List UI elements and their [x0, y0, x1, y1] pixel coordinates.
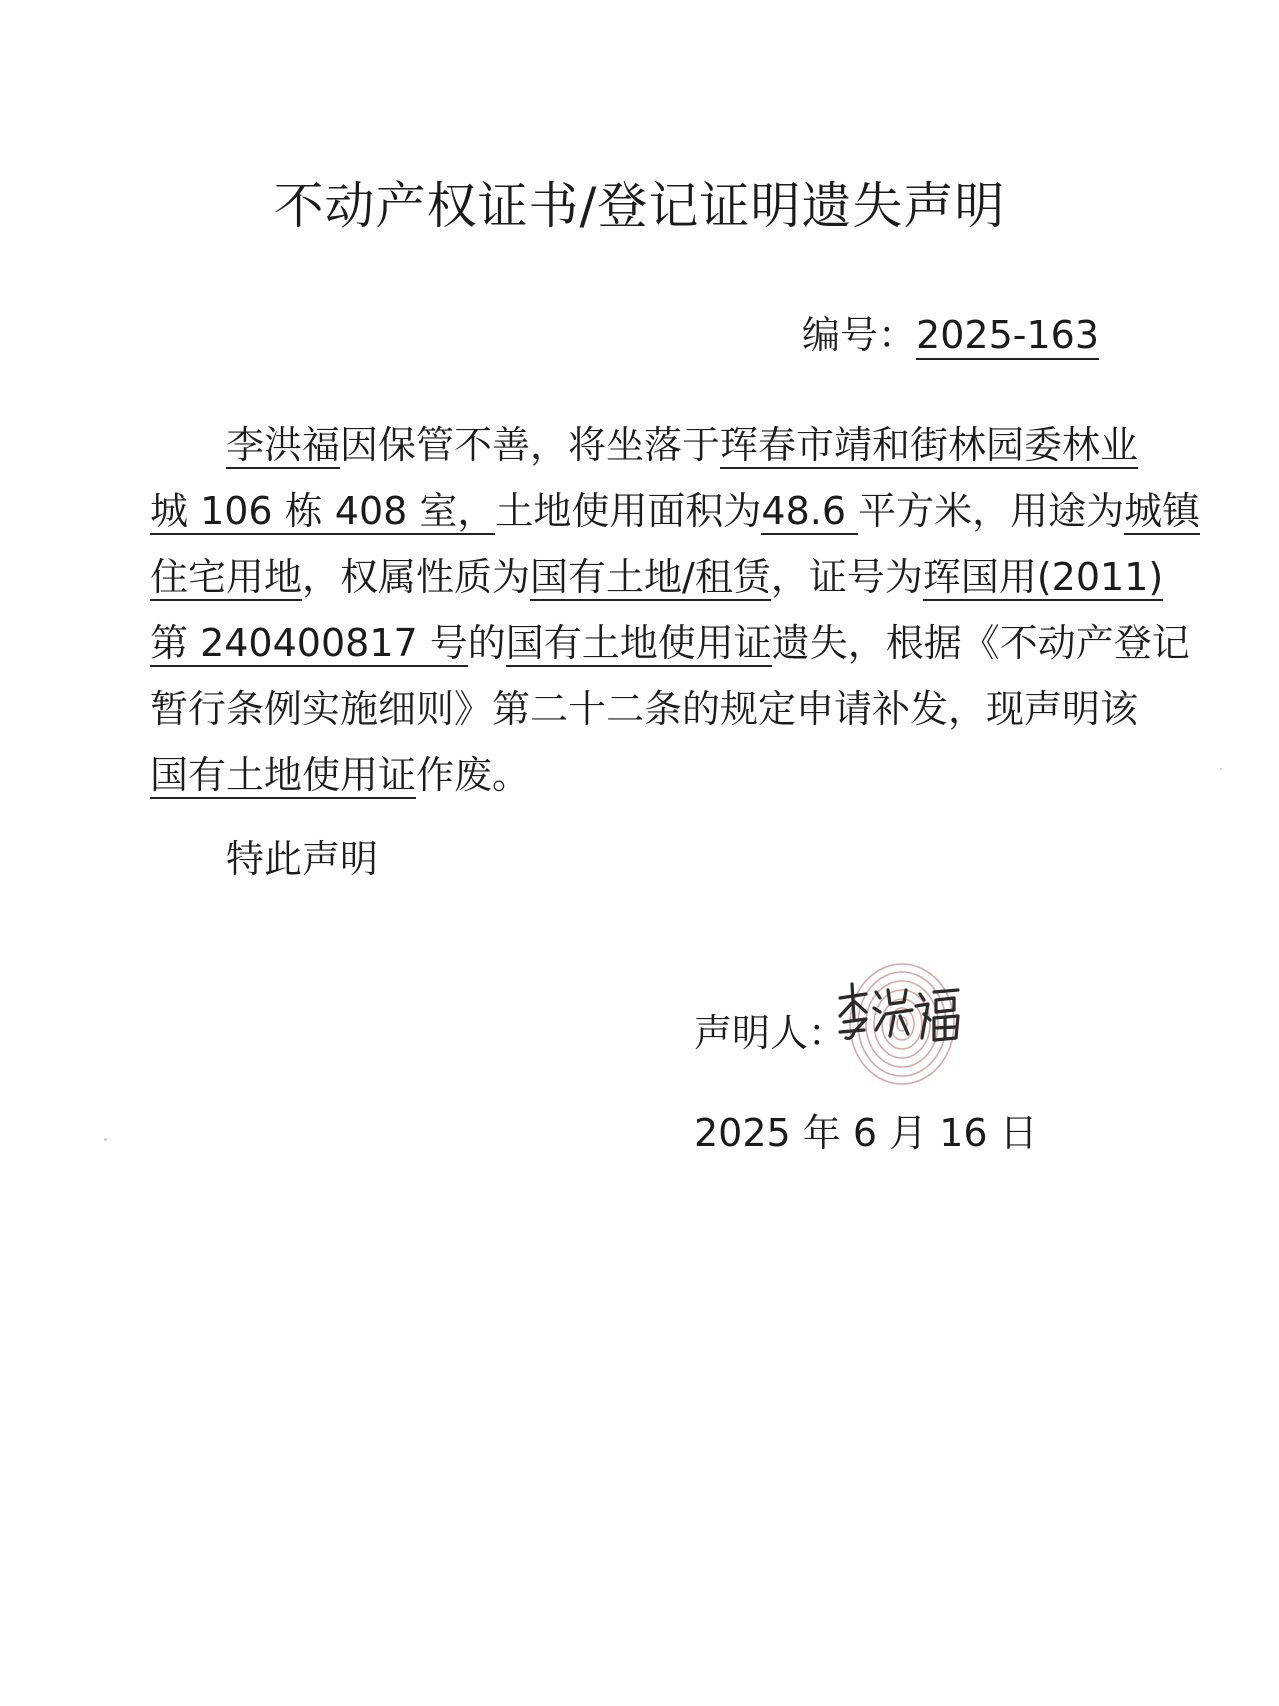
filled-field: 第 240400817 号 [150, 621, 468, 665]
scan-speck [1220, 768, 1222, 770]
scan-speck [104, 1138, 107, 1141]
serial-number: 2025-163 [916, 313, 1099, 360]
body-text-segment: 的 [467, 621, 506, 665]
body-text-segment: 作废。 [416, 753, 531, 797]
body-text-segment: 因保管不善，将坐落于 [340, 423, 721, 467]
filled-field: 李洪福 [226, 423, 341, 467]
filled-field: 国有土地使用证 [150, 753, 417, 797]
body-line [150, 478, 1201, 544]
body-text-segment: 暂行条例实施细则》第二十二条的规定申请补发，现声明该 [150, 687, 1139, 731]
declaration-body [150, 412, 1201, 808]
serial-number-row [802, 304, 1099, 359]
filled-field: 国有土地/租赁 [530, 555, 771, 599]
body-line [150, 544, 1164, 610]
filled-field: 48.6 [761, 489, 859, 533]
filled-field: 珲国用(2011) [922, 555, 1164, 599]
body-text-segment: 平方米，用途为 [858, 489, 1125, 533]
filled-field: 城镇 [1124, 489, 1201, 533]
signature-with-fingerprint [832, 958, 966, 1094]
body-line [150, 412, 1139, 478]
body-text-segment: ，权属性质为 [302, 555, 531, 599]
body-text-segment: 遗失，根据《不动产登记 [771, 621, 1190, 665]
filled-field: 珲春市靖和街林园委林业 [720, 423, 1139, 467]
body-line [150, 742, 1098, 808]
body-line [150, 676, 1139, 742]
signer-label: 声明人： [694, 1011, 847, 1055]
body-text-segment: 土地使用面积为 [495, 489, 762, 533]
filled-field: 城 106 栋 408 室， [150, 489, 496, 533]
filled-field: 国有土地使用证 [505, 621, 772, 665]
body-text-segment: ，证号为 [770, 555, 923, 599]
filled-field: 住宅用地 [150, 555, 303, 599]
serial-label: 编号： [802, 313, 917, 357]
closing-statement: 特此声明 [226, 837, 379, 881]
declaration-date: 2025 年 6 月 16 日 [694, 1111, 1038, 1155]
body-line [150, 610, 1190, 676]
document-title: 不动产权证书/登记证明遗失声明 [273, 177, 1006, 235]
